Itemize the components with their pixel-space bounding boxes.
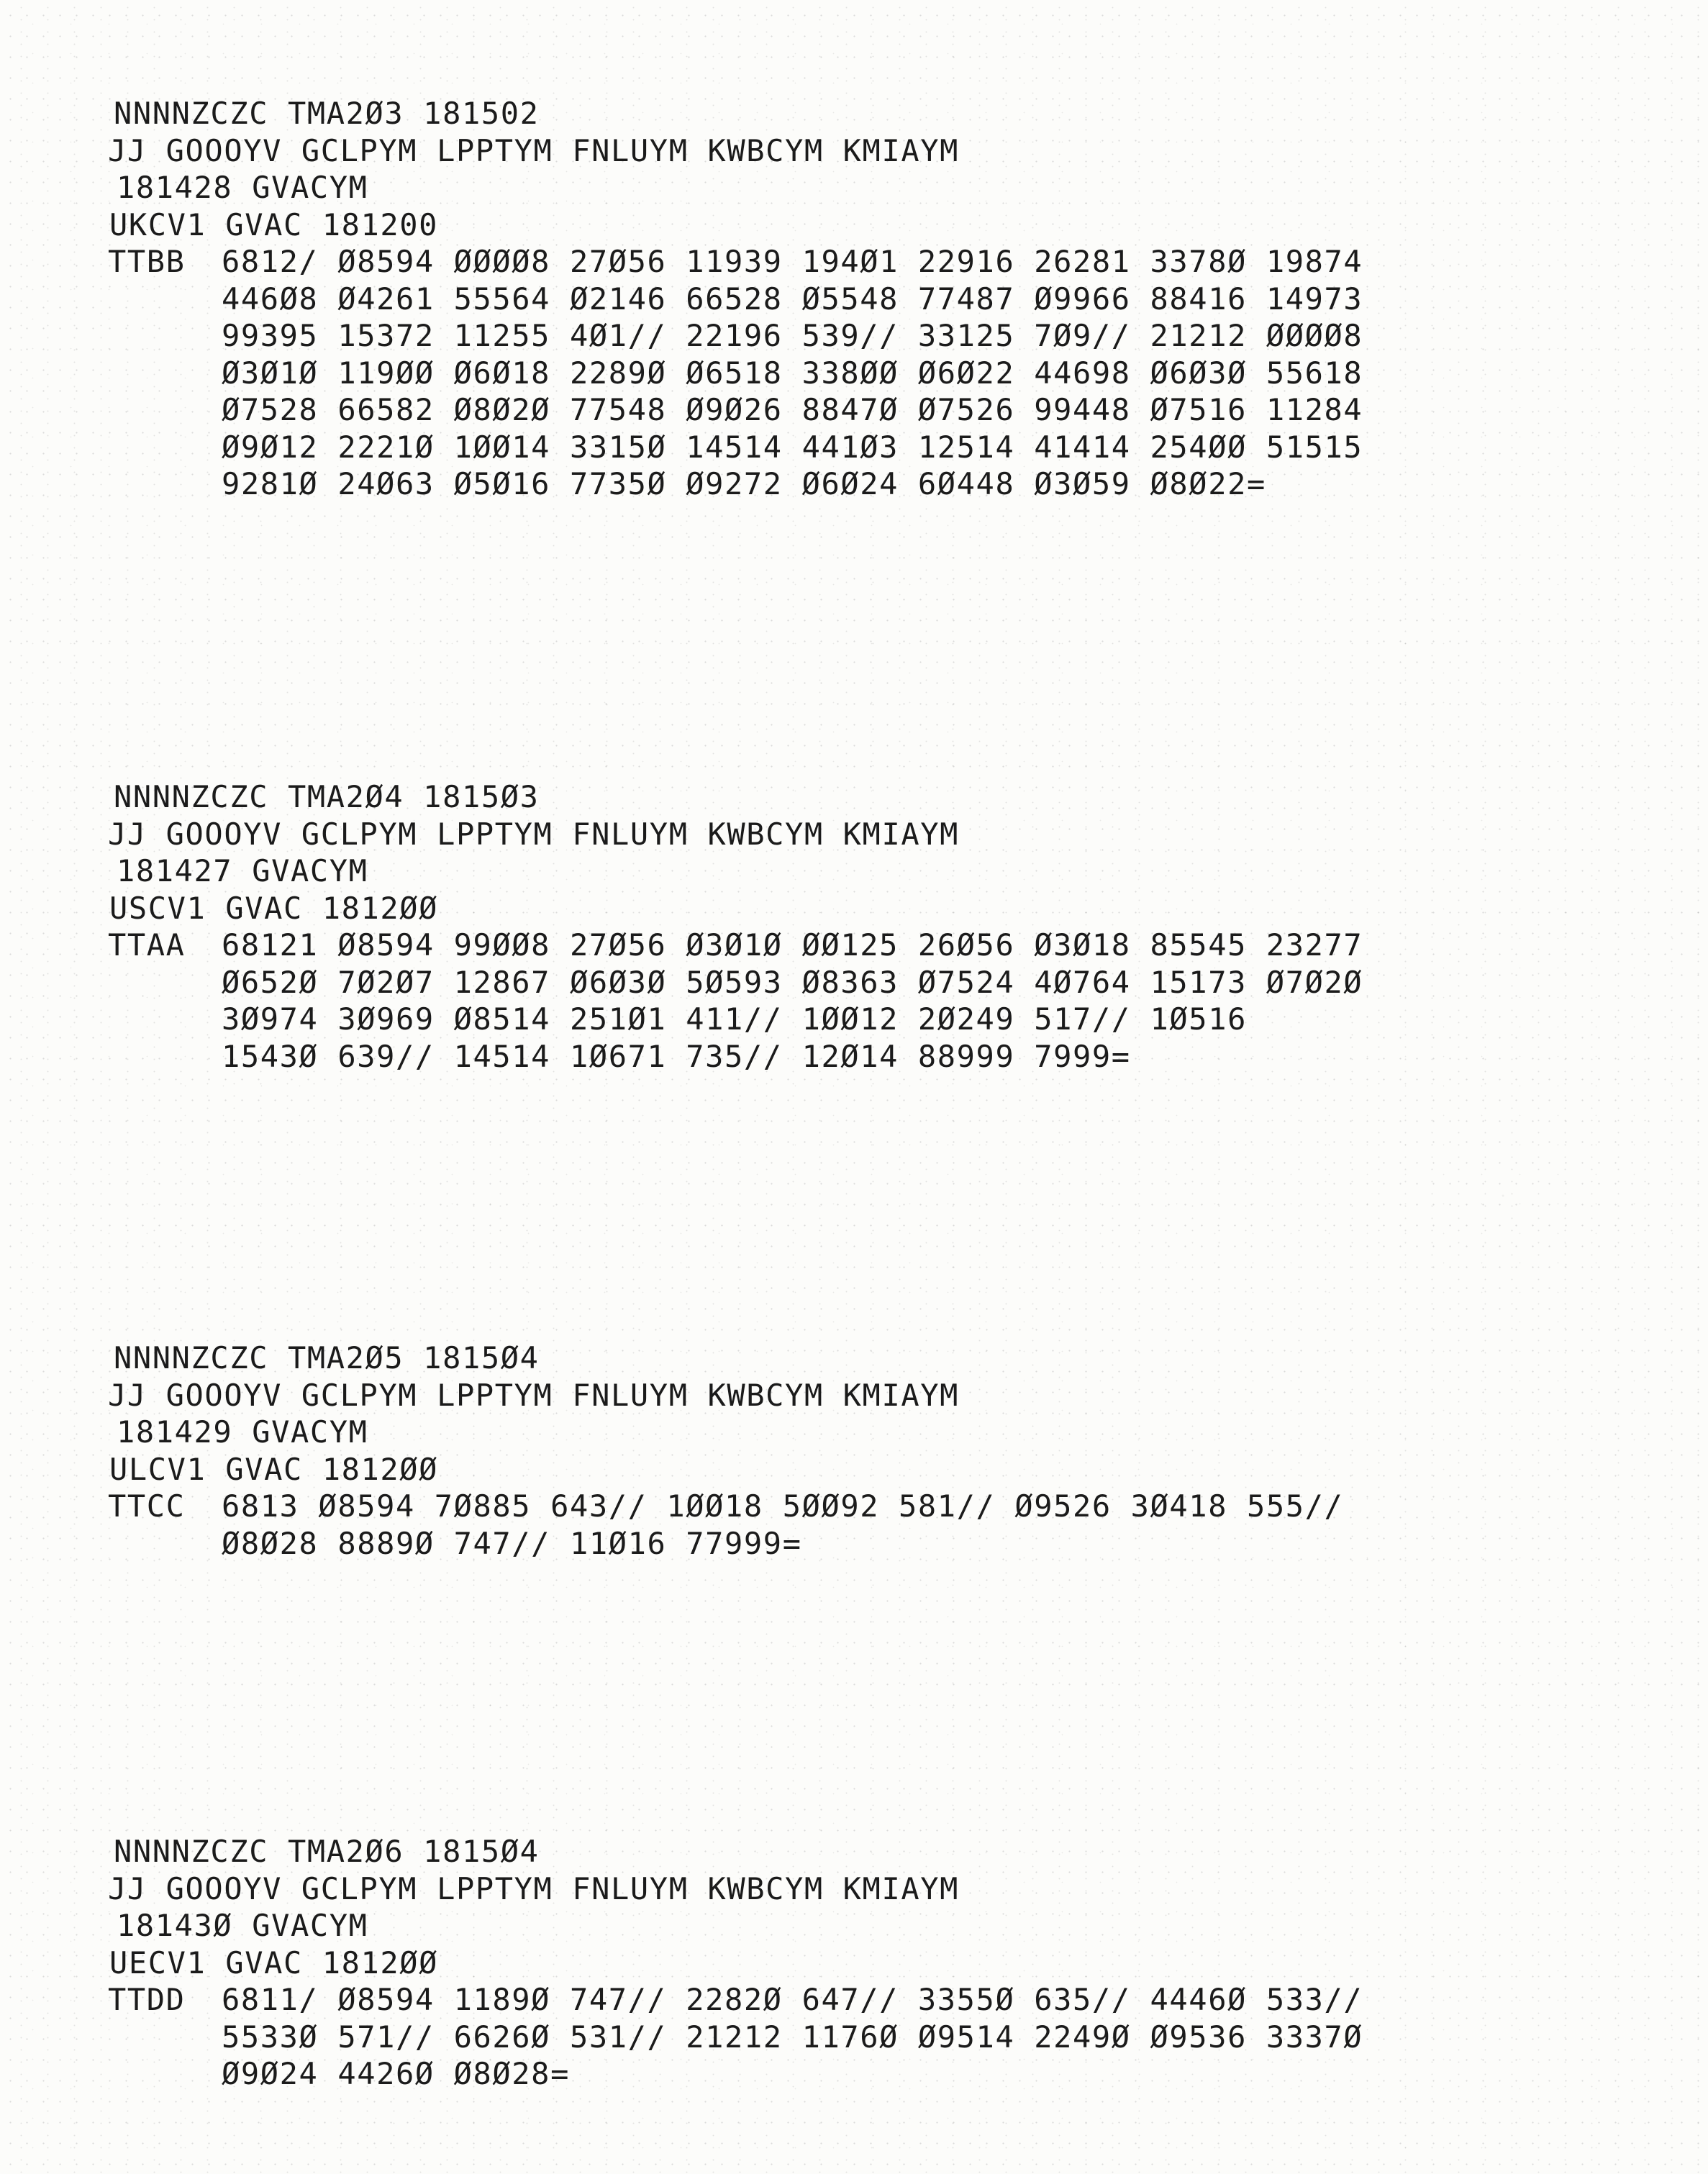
bulletin-message — [108, 95, 1547, 503]
code-group-label: TTBB — [108, 244, 186, 279]
message-header: NNNNZCZC TMA2Ø5 1815Ø4 — [114, 1340, 540, 1375]
message-header: NNNNZCZC TMA2Ø6 1815Ø4 — [114, 1834, 540, 1869]
bulletin-message — [108, 778, 1547, 1075]
data-line: 99395 15372 11255 4Ø1// 22196 539// 33125 7Ø9// 21212 ØØØØ8 — [222, 318, 1363, 353]
addressee-line: JJ GOOOYV GCLPYM LPPTYM FNLUYM KWBCYM KMIAYM — [108, 132, 959, 168]
bulletin-message — [108, 1833, 1547, 2093]
code-line — [108, 1488, 1547, 1525]
data-line: Ø7528 66582 Ø8Ø2Ø 77548 Ø9Ø26 8847Ø Ø7526 99448 Ø7516 11284 — [222, 392, 1363, 427]
data-line: Ø9Ø24 4426Ø Ø8Ø28= — [222, 2056, 570, 2091]
data-line: 6812/ Ø8594 ØØØØ8 27Ø56 11939 194Ø1 22916 26281 3378Ø 19874 — [222, 244, 1363, 279]
data-line: Ø3Ø1Ø 119ØØ Ø6Ø18 2289Ø Ø6518 338ØØ Ø6Ø22 44698 Ø6Ø3Ø 55618 — [222, 355, 1363, 391]
data-line: Ø8Ø28 8889Ø 747// 11Ø16 77999= — [222, 1525, 802, 1561]
addressee-line: JJ GOOOYV GCLPYM LPPTYM FNLUYM KWBCYM KMIAYM — [108, 816, 959, 852]
data-line: 6811/ Ø8594 1189Ø 747// 2282Ø 647// 3355Ø 635// 4446Ø 533// — [222, 1982, 1363, 2017]
code-line — [108, 1981, 1547, 2019]
origin-line: 181429 GVACYM — [117, 1414, 368, 1450]
code-group-label: TTCC — [108, 1488, 186, 1524]
data-line: 68121 Ø8594 99ØØ8 27Ø56 Ø3Ø1Ø ØØ125 26Ø56 Ø3Ø18 85545 23277 — [222, 927, 1363, 963]
abbreviated-header: UECV1 GVAC 1812ØØ — [109, 1945, 439, 1980]
data-line: 446Ø8 Ø4261 55564 Ø2146 66528 Ø5548 77487 Ø9966 88416 14973 — [222, 281, 1363, 317]
code-line — [108, 927, 1547, 964]
code-group-label: TTAA — [108, 927, 186, 963]
data-line: Ø652Ø 7Ø2Ø7 12867 Ø6Ø3Ø 5Ø593 Ø8363 Ø7524 4Ø764 15173 Ø7Ø2Ø — [222, 964, 1363, 1000]
message-header: NNNNZCZC TMA2Ø4 1815Ø3 — [114, 779, 540, 814]
origin-line: 181428 GVACYM — [117, 170, 368, 205]
data-line: 3Ø974 3Ø969 Ø8514 251Ø1 411// 1ØØ12 2Ø249 517// 1Ø516 — [222, 1001, 1247, 1037]
data-line: 5533Ø 571// 6626Ø 531// 21212 1176Ø Ø9514 2249Ø Ø9536 3337Ø — [222, 2019, 1363, 2055]
data-line: 6813 Ø8594 7Ø885 643// 1ØØ18 5ØØ92 581// Ø9526 3Ø418 555// — [222, 1488, 1344, 1524]
abbreviated-header: UKCV1 GVAC 181200 — [109, 206, 439, 242]
addressee-line: JJ GOOOYV GCLPYM LPPTYM FNLUYM KWBCYM KMIAYM — [108, 1377, 959, 1413]
data-line: 9281Ø 24Ø63 Ø5Ø16 7735Ø Ø9272 Ø6Ø24 6Ø448 Ø3Ø59 Ø8Ø22= — [222, 466, 1266, 501]
code-line — [108, 243, 1547, 281]
origin-line: 18143Ø GVACYM — [117, 1908, 368, 1943]
addressee-line: JJ GOOOYV GCLPYM LPPTYM FNLUYM KWBCYM KMIAYM — [108, 1870, 959, 1906]
message-header: NNNNZCZC TMA2Ø3 181502 — [114, 96, 540, 131]
abbreviated-header: USCV1 GVAC 1812ØØ — [109, 890, 439, 926]
bulletin-message — [108, 1340, 1547, 1562]
abbreviated-header: ULCV1 GVAC 1812ØØ — [109, 1451, 439, 1487]
data-line: 1543Ø 639// 14514 1Ø671 735// 12Ø14 88999 7999= — [222, 1038, 1131, 1074]
origin-line: 181427 GVACYM — [117, 853, 368, 888]
data-line: Ø9Ø12 2221Ø 1ØØ14 3315Ø 14514 441Ø3 12514 41414 254ØØ 51515 — [222, 429, 1363, 465]
code-group-label: TTDD — [108, 1982, 186, 2017]
